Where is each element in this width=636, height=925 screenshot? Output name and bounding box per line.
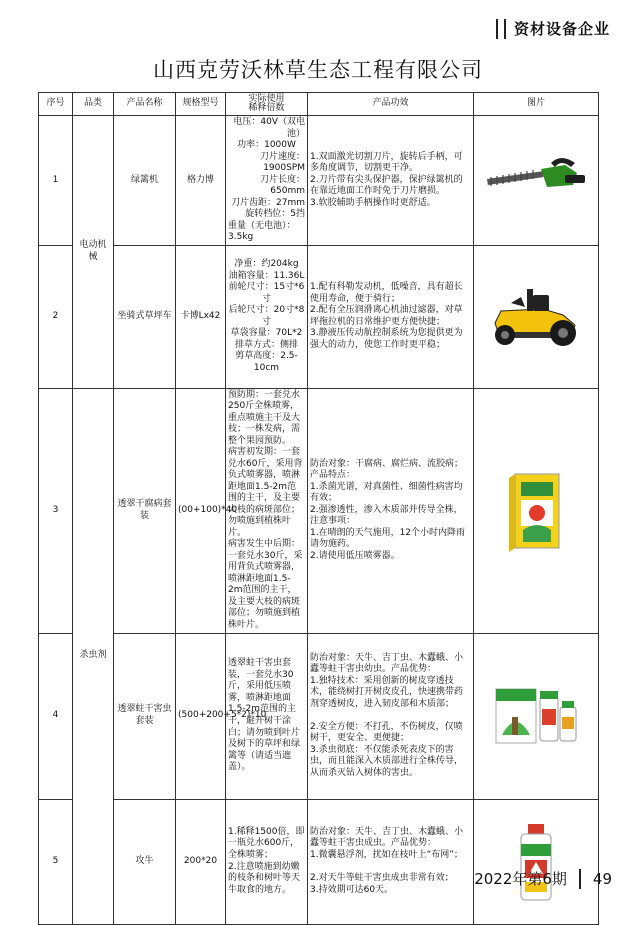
image-cell [474, 116, 599, 246]
row-no: 1 [39, 116, 73, 246]
category-insecticide: 杀虫剂 [73, 388, 114, 924]
row-no: 4 [39, 633, 73, 799]
spec-line: 油箱容量：11.36L [228, 270, 305, 281]
col-header-model: 规格型号 [176, 93, 226, 116]
col-header-no: 序号 [39, 93, 73, 116]
table-row [39, 633, 599, 799]
image-cell [474, 799, 599, 924]
effect-text: 1.双面激光切割刀片，旋转后手柄，可多角度调节，切割更干净。 2.刀片带有尖头保护器，保护绿篱机的在靠近地面工作时免于刀片磨损。 3.软胶辅助手柄操作时更舒适。 [308, 116, 474, 246]
hedge-trimmer-image [481, 155, 591, 205]
spec-line: 功率：1000W [237, 140, 296, 151]
spec-list [226, 245, 308, 388]
insecticide-bottle-image [511, 820, 561, 904]
spec-line: 刀片速度：1900SPM [259, 151, 305, 174]
insecticide-kit-image [488, 681, 584, 751]
spec-line: 刀片齿距：27mm [231, 197, 305, 208]
product-name: 透翠蛀干害虫套装 [114, 633, 176, 799]
product-model: 200*20 [176, 799, 226, 924]
product-name: 透翠干腐病套装 [114, 388, 176, 633]
spec-list [226, 116, 308, 246]
effect-text: 1.配有科勒发动机，低噪音，具有超长使用寿命，便于骑行； 2.配有全压润滑离心机油过滤器，对草坪拖拉机的日常维护更方便快捷； 3.静液压传动航控制系统为您提供更为强大的动力，使您工作时更平稳； [308, 245, 474, 388]
table-header-row [39, 93, 599, 116]
product-table [38, 92, 599, 925]
effect-text: 防治对象：天牛、吉丁虫、木蠹蛾、小蠹等蛀干害虫成虫。产品优势： 1.微囊悬浮剂，扰如在枝叶上“布网”； 2.对天牛等蛀干害虫成虫非常有效； 3.持效期可达60天。 [308, 799, 474, 924]
table-row [39, 116, 599, 246]
spec-line: 重量（无电池）：3.5kg [228, 220, 296, 243]
col-header-effect: 产品功效 [308, 93, 474, 116]
product-model: (500+200+5*2)*10 [176, 633, 226, 799]
issue-label: 2022年第6期 [474, 870, 567, 888]
footer-divider [579, 869, 581, 889]
row-no: 5 [39, 799, 73, 924]
usage-text: 透翠蛀干害虫套装，一套兑水30斤，采用低压喷雾，喷淋距地面1.5-2m范围的主干，避开树干涂白；请勿喷到叶片及树下的草坪和绿篱等（请适当遮盖）。 [226, 633, 308, 799]
riding-mower-image [481, 277, 591, 357]
image-cell [474, 388, 599, 633]
header-bar-marks [496, 19, 506, 39]
category-machinery: 电动机 械 [73, 116, 114, 389]
page-footer [474, 868, 612, 889]
product-name: 坐骑式草坪车 [114, 245, 176, 388]
col-header-image: 图片 [474, 93, 599, 116]
table-row [39, 799, 599, 924]
row-no: 3 [39, 388, 73, 633]
product-model: 格力博 [176, 116, 226, 246]
image-cell [474, 633, 599, 799]
spec-line: 刀片长度：650mm [259, 174, 305, 197]
spec-line: 剪草高度：2.5-10cm [235, 351, 298, 373]
page-number: 49 [592, 869, 612, 888]
usage-text: 1.稀释1500倍，即一瓶兑水600斤，全株喷雾； 2.注意喷施到幼嫩的枝条和树叶等天牛取食的地方。 [226, 799, 308, 924]
fungicide-box-image [501, 468, 571, 554]
table-row [39, 388, 599, 633]
product-name: 绿篱机 [114, 116, 176, 246]
product-name: 攻牛 [114, 799, 176, 924]
usage-text: 预防期：一套兑水250斤全株喷雾，重点喷施主干及大枝；一株发病，需整个果园预防。 病害初发期：一套兑水60斤，采用背负式喷雾器，喷淋距地面1.5-2m范围的主干，及主要大枝的病斑部位；勿喷施到植株叶片。 病害发生中后期：一套兑水30斤，采用背负式喷雾器，喷淋距地面1.5-2m范围的主干，及主要大枝的病斑部位；勿喷施到植株叶片。 [226, 388, 308, 633]
spec-line: 后轮尺寸：20寸*8寸 [228, 305, 305, 327]
company-title: 山西克劳沃林草生态工程有限公司 [153, 58, 483, 82]
effect-text: 防治对象：干腐病、腐烂病、流胶病；产品特点： 1.杀菌光谱，对真菌性、细菌性病害均有效； 2.强渗透性，渗入木质部并传导全株，注意事项： 1.在晴朗的天气施用，12个小时内降雨请勿施药。 2.请使用低压喷雾器。 [308, 388, 474, 633]
image-cell [474, 245, 599, 388]
table-row [39, 245, 599, 388]
spec-line: 净重：约204kg [234, 259, 299, 270]
spec-line: 旋转档位：5挡 [245, 209, 305, 220]
col-header-category: 品类 [73, 93, 114, 116]
product-model: (00+100)*40 [176, 388, 226, 633]
effect-text: 防治对象：天牛、吉丁虫、木蠹蛾、小蠹等蛀干害虫幼虫。产品优势： 1.独特技术：采用创新的树皮穿透技术，能绕树打开树皮皮孔，快速携带药剂穿透树皮，进入韧皮部和木质部； 2.安全方便：不打孔，不伤树皮，仅喷树干，更安全、更便捷； 3.杀虫彻底：不仅能杀死表皮下的害虫，而且能深入木质部进行全株传导，从而杀灭钻入树体的害虫。 [308, 633, 474, 799]
col-header-usage: 实际使用 稀释倍数 [226, 93, 308, 116]
col-header-name: 产品名称 [114, 93, 176, 116]
spec-line: 前轮尺寸：15寸*6寸 [228, 282, 305, 304]
section-title: 资材设备企业 [513, 20, 610, 38]
row-no: 2 [39, 245, 73, 388]
spec-line: 草袋容量：70L*2 [230, 328, 303, 339]
spec-line: 排草方式：侧排 [234, 339, 298, 350]
page-header [496, 18, 610, 39]
spec-line: 电压：40V（双电池） [233, 117, 305, 139]
product-model: 卡博Lx42 [176, 245, 226, 388]
